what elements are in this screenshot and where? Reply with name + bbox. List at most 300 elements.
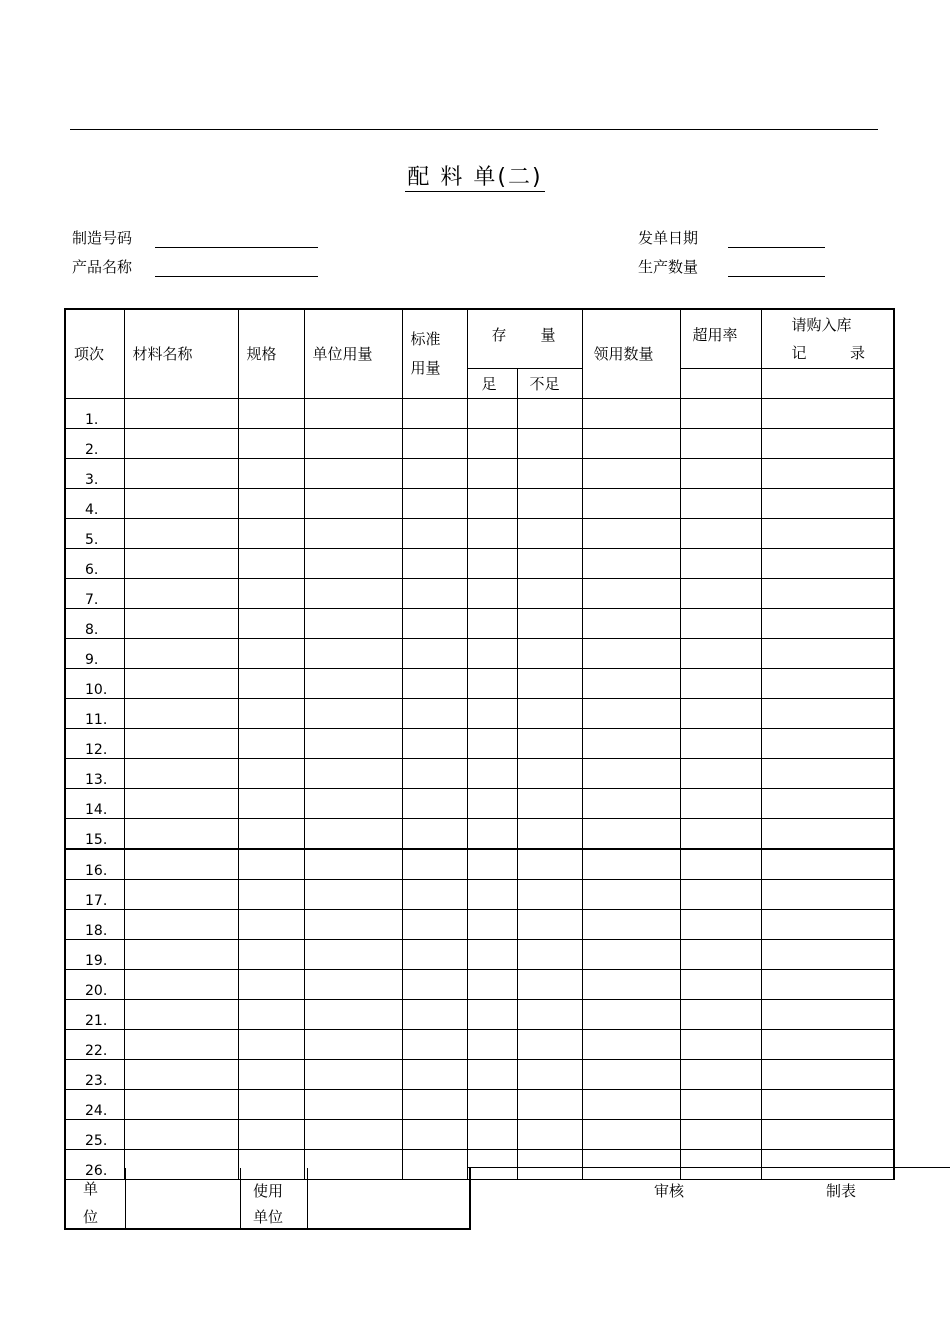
table-cell[interactable] [467, 939, 517, 969]
table-cell[interactable] [761, 1149, 894, 1179]
table-cell[interactable] [238, 849, 304, 880]
table-cell[interactable] [761, 939, 894, 969]
table-cell[interactable] [304, 788, 402, 818]
table-cell[interactable] [761, 578, 894, 608]
row-number: 6. [65, 548, 124, 578]
table-cell[interactable] [238, 518, 304, 548]
table-row [65, 939, 894, 969]
table-row [65, 818, 894, 849]
table-cell[interactable] [467, 818, 517, 849]
table-cell[interactable] [467, 518, 517, 548]
table-cell[interactable] [680, 939, 761, 969]
table-cell[interactable] [517, 879, 582, 909]
table-row [65, 849, 894, 880]
table-cell[interactable] [402, 1059, 467, 1089]
table-cell[interactable] [238, 488, 304, 518]
table-cell[interactable] [582, 999, 680, 1029]
table-cell[interactable] [582, 698, 680, 728]
table-cell[interactable] [402, 939, 467, 969]
table-cell[interactable] [517, 1089, 582, 1119]
row-number: 23. [65, 1059, 124, 1089]
table-cell[interactable] [517, 518, 582, 548]
table-cell[interactable] [304, 698, 402, 728]
footer-using-unit-label [241, 1168, 308, 1228]
manufacture-no-field[interactable] [155, 247, 318, 248]
row-number: 7. [65, 578, 124, 608]
table-cell[interactable] [761, 1029, 894, 1059]
table-cell[interactable] [467, 1089, 517, 1119]
table-cell[interactable] [402, 969, 467, 999]
table-row [65, 608, 894, 638]
table-row [65, 909, 894, 939]
table-cell[interactable] [238, 1029, 304, 1059]
table-cell[interactable] [517, 578, 582, 608]
table-row [65, 1059, 894, 1089]
table-cell[interactable] [680, 1089, 761, 1119]
table-cell[interactable] [402, 818, 467, 849]
table-cell[interactable] [467, 879, 517, 909]
page-title: 配 料 单(二) [407, 165, 543, 190]
table-cell[interactable] [761, 458, 894, 488]
product-name-field[interactable] [155, 276, 318, 277]
col-header-purchase-record [761, 309, 894, 368]
table-cell[interactable] [761, 999, 894, 1029]
col-header-standard-usage [402, 309, 467, 398]
table-row [65, 698, 894, 728]
table-cell[interactable] [402, 758, 467, 788]
table-cell[interactable] [124, 668, 238, 698]
table-cell[interactable] [517, 909, 582, 939]
table-row [65, 788, 894, 818]
table-cell[interactable] [517, 458, 582, 488]
table-cell[interactable] [582, 849, 680, 880]
table-cell[interactable] [304, 969, 402, 999]
table-row [65, 999, 894, 1029]
table-cell[interactable] [402, 1119, 467, 1149]
table-row [65, 458, 894, 488]
table-cell[interactable] [582, 758, 680, 788]
table-cell[interactable] [304, 999, 402, 1029]
table-cell[interactable] [761, 488, 894, 518]
table-cell[interactable] [124, 1059, 238, 1089]
table-cell[interactable] [582, 1119, 680, 1149]
table-cell[interactable] [402, 728, 467, 758]
table-cell[interactable] [761, 849, 894, 880]
using-unit-line2: 单位 [253, 1208, 284, 1226]
table-cell[interactable] [467, 398, 517, 428]
table-cell[interactable] [680, 458, 761, 488]
table-cell[interactable] [680, 668, 761, 698]
table-cell[interactable] [680, 488, 761, 518]
table-cell[interactable] [467, 548, 517, 578]
row-number: 18. [65, 909, 124, 939]
manufacture-no-label: 制造号码 [72, 229, 133, 247]
table-cell[interactable] [402, 698, 467, 728]
table-cell[interactable] [517, 608, 582, 638]
purchase-line2b: 录 [849, 343, 865, 362]
table-cell[interactable] [238, 728, 304, 758]
table-cell[interactable] [761, 668, 894, 698]
table-cell[interactable] [402, 458, 467, 488]
table-cell[interactable] [517, 1059, 582, 1089]
table-cell[interactable] [517, 668, 582, 698]
table-cell[interactable] [680, 548, 761, 578]
table-row [65, 1119, 894, 1149]
table-cell[interactable] [582, 1029, 680, 1059]
table-cell[interactable] [467, 758, 517, 788]
table-cell[interactable] [467, 849, 517, 880]
table-cell[interactable] [680, 428, 761, 458]
prepared-by-label: 制表 [826, 1182, 857, 1200]
table-cell[interactable] [124, 939, 238, 969]
table-cell[interactable] [680, 999, 761, 1029]
row-number: 12. [65, 728, 124, 758]
table-cell[interactable] [517, 788, 582, 818]
table-cell[interactable] [124, 788, 238, 818]
row-number: 17. [65, 879, 124, 909]
table-row [65, 758, 894, 788]
col-header-material-name: 材料名称 [124, 309, 238, 398]
row-number: 1. [65, 398, 124, 428]
table-cell[interactable] [467, 458, 517, 488]
table-cell[interactable] [680, 518, 761, 548]
table-cell[interactable] [124, 548, 238, 578]
table-cell[interactable] [680, 728, 761, 758]
row-number: 10. [65, 668, 124, 698]
table-cell[interactable] [238, 608, 304, 638]
table-cell[interactable] [517, 969, 582, 999]
footer-unit-value[interactable] [126, 1168, 241, 1228]
table-cell[interactable] [761, 548, 894, 578]
table-cell[interactable] [304, 458, 402, 488]
table-cell[interactable] [238, 1119, 304, 1149]
table-cell[interactable] [680, 849, 761, 880]
table-cell[interactable] [467, 608, 517, 638]
table-cell[interactable] [238, 548, 304, 578]
table-cell[interactable] [582, 1089, 680, 1119]
standard-usage-line2: 用量 [410, 358, 441, 377]
col-header-unit-usage: 单位用量 [304, 309, 402, 398]
table-cell[interactable] [582, 1149, 680, 1179]
table-cell[interactable] [124, 1089, 238, 1119]
table-cell[interactable] [761, 1089, 894, 1119]
table-cell[interactable] [238, 458, 304, 488]
table-cell[interactable] [124, 638, 238, 668]
table-cell[interactable] [582, 818, 680, 849]
table-cell[interactable] [467, 999, 517, 1029]
table-cell[interactable] [304, 398, 402, 428]
table-cell[interactable] [517, 1149, 582, 1179]
table-cell[interactable] [517, 818, 582, 849]
table-cell[interactable] [467, 638, 517, 668]
table-cell[interactable] [680, 909, 761, 939]
table-cell[interactable] [304, 1029, 402, 1059]
table-cell[interactable] [517, 548, 582, 578]
table-cell[interactable] [238, 758, 304, 788]
table-cell[interactable] [467, 1059, 517, 1089]
table-cell[interactable] [124, 698, 238, 728]
table-cell[interactable] [238, 818, 304, 849]
row-number: 14. [65, 788, 124, 818]
table-cell[interactable] [238, 788, 304, 818]
table-cell[interactable] [680, 818, 761, 849]
table-cell[interactable] [680, 578, 761, 608]
table-cell[interactable] [582, 458, 680, 488]
table-cell[interactable] [761, 698, 894, 728]
table-cell[interactable] [582, 909, 680, 939]
table-cell[interactable] [517, 728, 582, 758]
table-cell[interactable] [124, 1029, 238, 1059]
table-cell[interactable] [467, 788, 517, 818]
table-cell[interactable] [582, 488, 680, 518]
table-cell[interactable] [238, 879, 304, 909]
stock-char-a: 存 [491, 326, 507, 345]
table-cell[interactable] [761, 638, 894, 668]
table-cell[interactable] [517, 999, 582, 1029]
row-number: 15. [65, 818, 124, 849]
table-cell[interactable] [238, 1089, 304, 1119]
row-number: 24. [65, 1089, 124, 1119]
table-cell[interactable] [582, 788, 680, 818]
table-cell[interactable] [680, 788, 761, 818]
table-cell[interactable] [238, 1059, 304, 1089]
table-cell[interactable] [124, 458, 238, 488]
table-row [65, 969, 894, 999]
table-cell[interactable] [761, 518, 894, 548]
table-row [65, 398, 894, 428]
table-cell[interactable] [402, 788, 467, 818]
table-cell[interactable] [124, 608, 238, 638]
table-cell[interactable] [680, 1059, 761, 1089]
footer-extension-line [467, 1167, 950, 1168]
table-cell[interactable] [680, 969, 761, 999]
table-cell[interactable] [402, 488, 467, 518]
table-cell[interactable] [304, 578, 402, 608]
table-cell[interactable] [238, 668, 304, 698]
table-cell[interactable] [680, 608, 761, 638]
table-cell[interactable] [238, 398, 304, 428]
table-cell[interactable] [680, 398, 761, 428]
table-cell[interactable] [517, 939, 582, 969]
table-cell[interactable] [467, 969, 517, 999]
table-cell[interactable] [238, 909, 304, 939]
table-cell[interactable] [124, 969, 238, 999]
table-cell[interactable] [761, 879, 894, 909]
table-cell[interactable] [124, 518, 238, 548]
table-cell[interactable] [304, 668, 402, 698]
table-cell[interactable] [680, 879, 761, 909]
table-cell[interactable] [304, 518, 402, 548]
table-cell[interactable] [761, 788, 894, 818]
table-cell[interactable] [238, 428, 304, 458]
table-cell[interactable] [582, 638, 680, 668]
row-number: 16. [65, 849, 124, 880]
table-cell[interactable] [467, 909, 517, 939]
table-cell[interactable] [124, 879, 238, 909]
table-cell[interactable] [680, 758, 761, 788]
table-cell[interactable] [238, 578, 304, 608]
table-cell[interactable] [124, 728, 238, 758]
table-cell[interactable] [402, 999, 467, 1029]
table-row [65, 548, 894, 578]
row-number: 8. [65, 608, 124, 638]
table-cell[interactable] [467, 728, 517, 758]
table-cell[interactable] [517, 849, 582, 880]
table-row [65, 879, 894, 909]
table-cell[interactable] [304, 728, 402, 758]
table-cell[interactable] [304, 1059, 402, 1089]
table-cell[interactable] [582, 398, 680, 428]
table-cell[interactable] [761, 608, 894, 638]
table-cell[interactable] [124, 849, 238, 880]
table-cell[interactable] [467, 428, 517, 458]
col-header-issued-qty: 领用数量 [582, 309, 680, 398]
row-number: 9. [65, 638, 124, 668]
table-cell[interactable] [582, 518, 680, 548]
row-number: 25. [65, 1119, 124, 1149]
table-cell[interactable] [582, 578, 680, 608]
table-cell[interactable] [304, 909, 402, 939]
col-header-item-no: 项次 [65, 309, 124, 398]
table-cell[interactable] [582, 879, 680, 909]
table-row [65, 1089, 894, 1119]
table-cell[interactable] [124, 909, 238, 939]
table-cell[interactable] [761, 758, 894, 788]
table-cell[interactable] [680, 1149, 761, 1179]
row-number: 22. [65, 1029, 124, 1059]
table-cell[interactable] [402, 518, 467, 548]
table-cell[interactable] [238, 939, 304, 969]
table-cell[interactable] [304, 758, 402, 788]
table-cell[interactable] [304, 608, 402, 638]
table-cell[interactable] [582, 548, 680, 578]
table-cell[interactable] [517, 428, 582, 458]
table-cell[interactable] [402, 398, 467, 428]
table-cell[interactable] [582, 969, 680, 999]
table-cell[interactable] [124, 758, 238, 788]
table-cell[interactable] [467, 668, 517, 698]
table-cell[interactable] [517, 1119, 582, 1149]
table-cell[interactable] [680, 1029, 761, 1059]
table-cell[interactable] [582, 728, 680, 758]
row-number: 4. [65, 488, 124, 518]
table-cell[interactable] [304, 939, 402, 969]
table-cell[interactable] [402, 1089, 467, 1119]
table-cell[interactable] [402, 879, 467, 909]
table-cell[interactable] [402, 428, 467, 458]
table-cell[interactable] [517, 638, 582, 668]
table-cell[interactable] [467, 1149, 517, 1179]
table-cell[interactable] [517, 758, 582, 788]
table-cell[interactable] [517, 488, 582, 518]
using-unit-line1: 使用 [253, 1182, 284, 1200]
table-cell[interactable] [304, 849, 402, 880]
table-row [65, 668, 894, 698]
table-row [65, 488, 894, 518]
table-cell[interactable] [402, 548, 467, 578]
table-cell[interactable] [304, 879, 402, 909]
col-header-stock-short: 不足 [517, 368, 582, 398]
header-blank-cell [761, 368, 894, 398]
table-cell[interactable] [304, 1119, 402, 1149]
table-cell[interactable] [304, 638, 402, 668]
table-cell[interactable] [761, 728, 894, 758]
table-cell[interactable] [238, 999, 304, 1029]
table-cell[interactable] [761, 398, 894, 428]
table-cell[interactable] [680, 1119, 761, 1149]
col-header-stock [467, 309, 582, 368]
row-number: 3. [65, 458, 124, 488]
table-cell[interactable] [304, 818, 402, 849]
table-cell[interactable] [124, 1119, 238, 1149]
table-cell[interactable] [467, 578, 517, 608]
table-cell[interactable] [402, 668, 467, 698]
table-cell[interactable] [582, 668, 680, 698]
table-cell[interactable] [238, 638, 304, 668]
table-row [65, 578, 894, 608]
table-cell[interactable] [582, 1059, 680, 1089]
row-number: 2. [65, 428, 124, 458]
table-cell[interactable] [761, 1059, 894, 1089]
table-row [65, 638, 894, 668]
row-number: 19. [65, 939, 124, 969]
table-cell[interactable] [402, 638, 467, 668]
table-cell[interactable] [402, 849, 467, 880]
table-cell[interactable] [582, 428, 680, 458]
table-cell[interactable] [761, 428, 894, 458]
table-cell[interactable] [238, 698, 304, 728]
table-cell[interactable] [761, 1119, 894, 1149]
table-cell[interactable] [517, 1029, 582, 1059]
table-cell[interactable] [402, 608, 467, 638]
table-cell[interactable] [124, 398, 238, 428]
table-cell[interactable] [124, 488, 238, 518]
table-cell[interactable] [124, 578, 238, 608]
table-cell[interactable] [467, 1029, 517, 1059]
footer-unit-label [66, 1168, 126, 1228]
table-cell[interactable] [761, 909, 894, 939]
table-cell[interactable] [402, 1029, 467, 1059]
table-cell[interactable] [124, 428, 238, 458]
table-cell[interactable] [680, 638, 761, 668]
table-cell[interactable] [304, 488, 402, 518]
table-cell[interactable] [124, 999, 238, 1029]
issue-date-field[interactable] [728, 247, 825, 248]
table-cell[interactable] [761, 969, 894, 999]
table-cell[interactable] [402, 909, 467, 939]
footer-using-unit-value[interactable] [308, 1168, 469, 1228]
table-cell[interactable] [582, 608, 680, 638]
table-cell[interactable] [238, 969, 304, 999]
table-cell[interactable] [467, 1119, 517, 1149]
purchase-line2a: 记 [791, 343, 807, 362]
table-cell[interactable] [124, 818, 238, 849]
table-cell[interactable] [304, 428, 402, 458]
table-cell[interactable] [467, 488, 517, 518]
table-cell[interactable] [304, 548, 402, 578]
table-cell[interactable] [761, 818, 894, 849]
row-number: 11. [65, 698, 124, 728]
production-qty-field[interactable] [728, 276, 825, 277]
table-cell[interactable] [402, 578, 467, 608]
table-cell[interactable] [467, 698, 517, 728]
table-cell[interactable] [304, 1089, 402, 1119]
table-cell[interactable] [517, 698, 582, 728]
table-cell[interactable] [680, 698, 761, 728]
header-blank-cell [680, 368, 761, 398]
table-cell[interactable] [517, 398, 582, 428]
table-cell[interactable] [582, 939, 680, 969]
